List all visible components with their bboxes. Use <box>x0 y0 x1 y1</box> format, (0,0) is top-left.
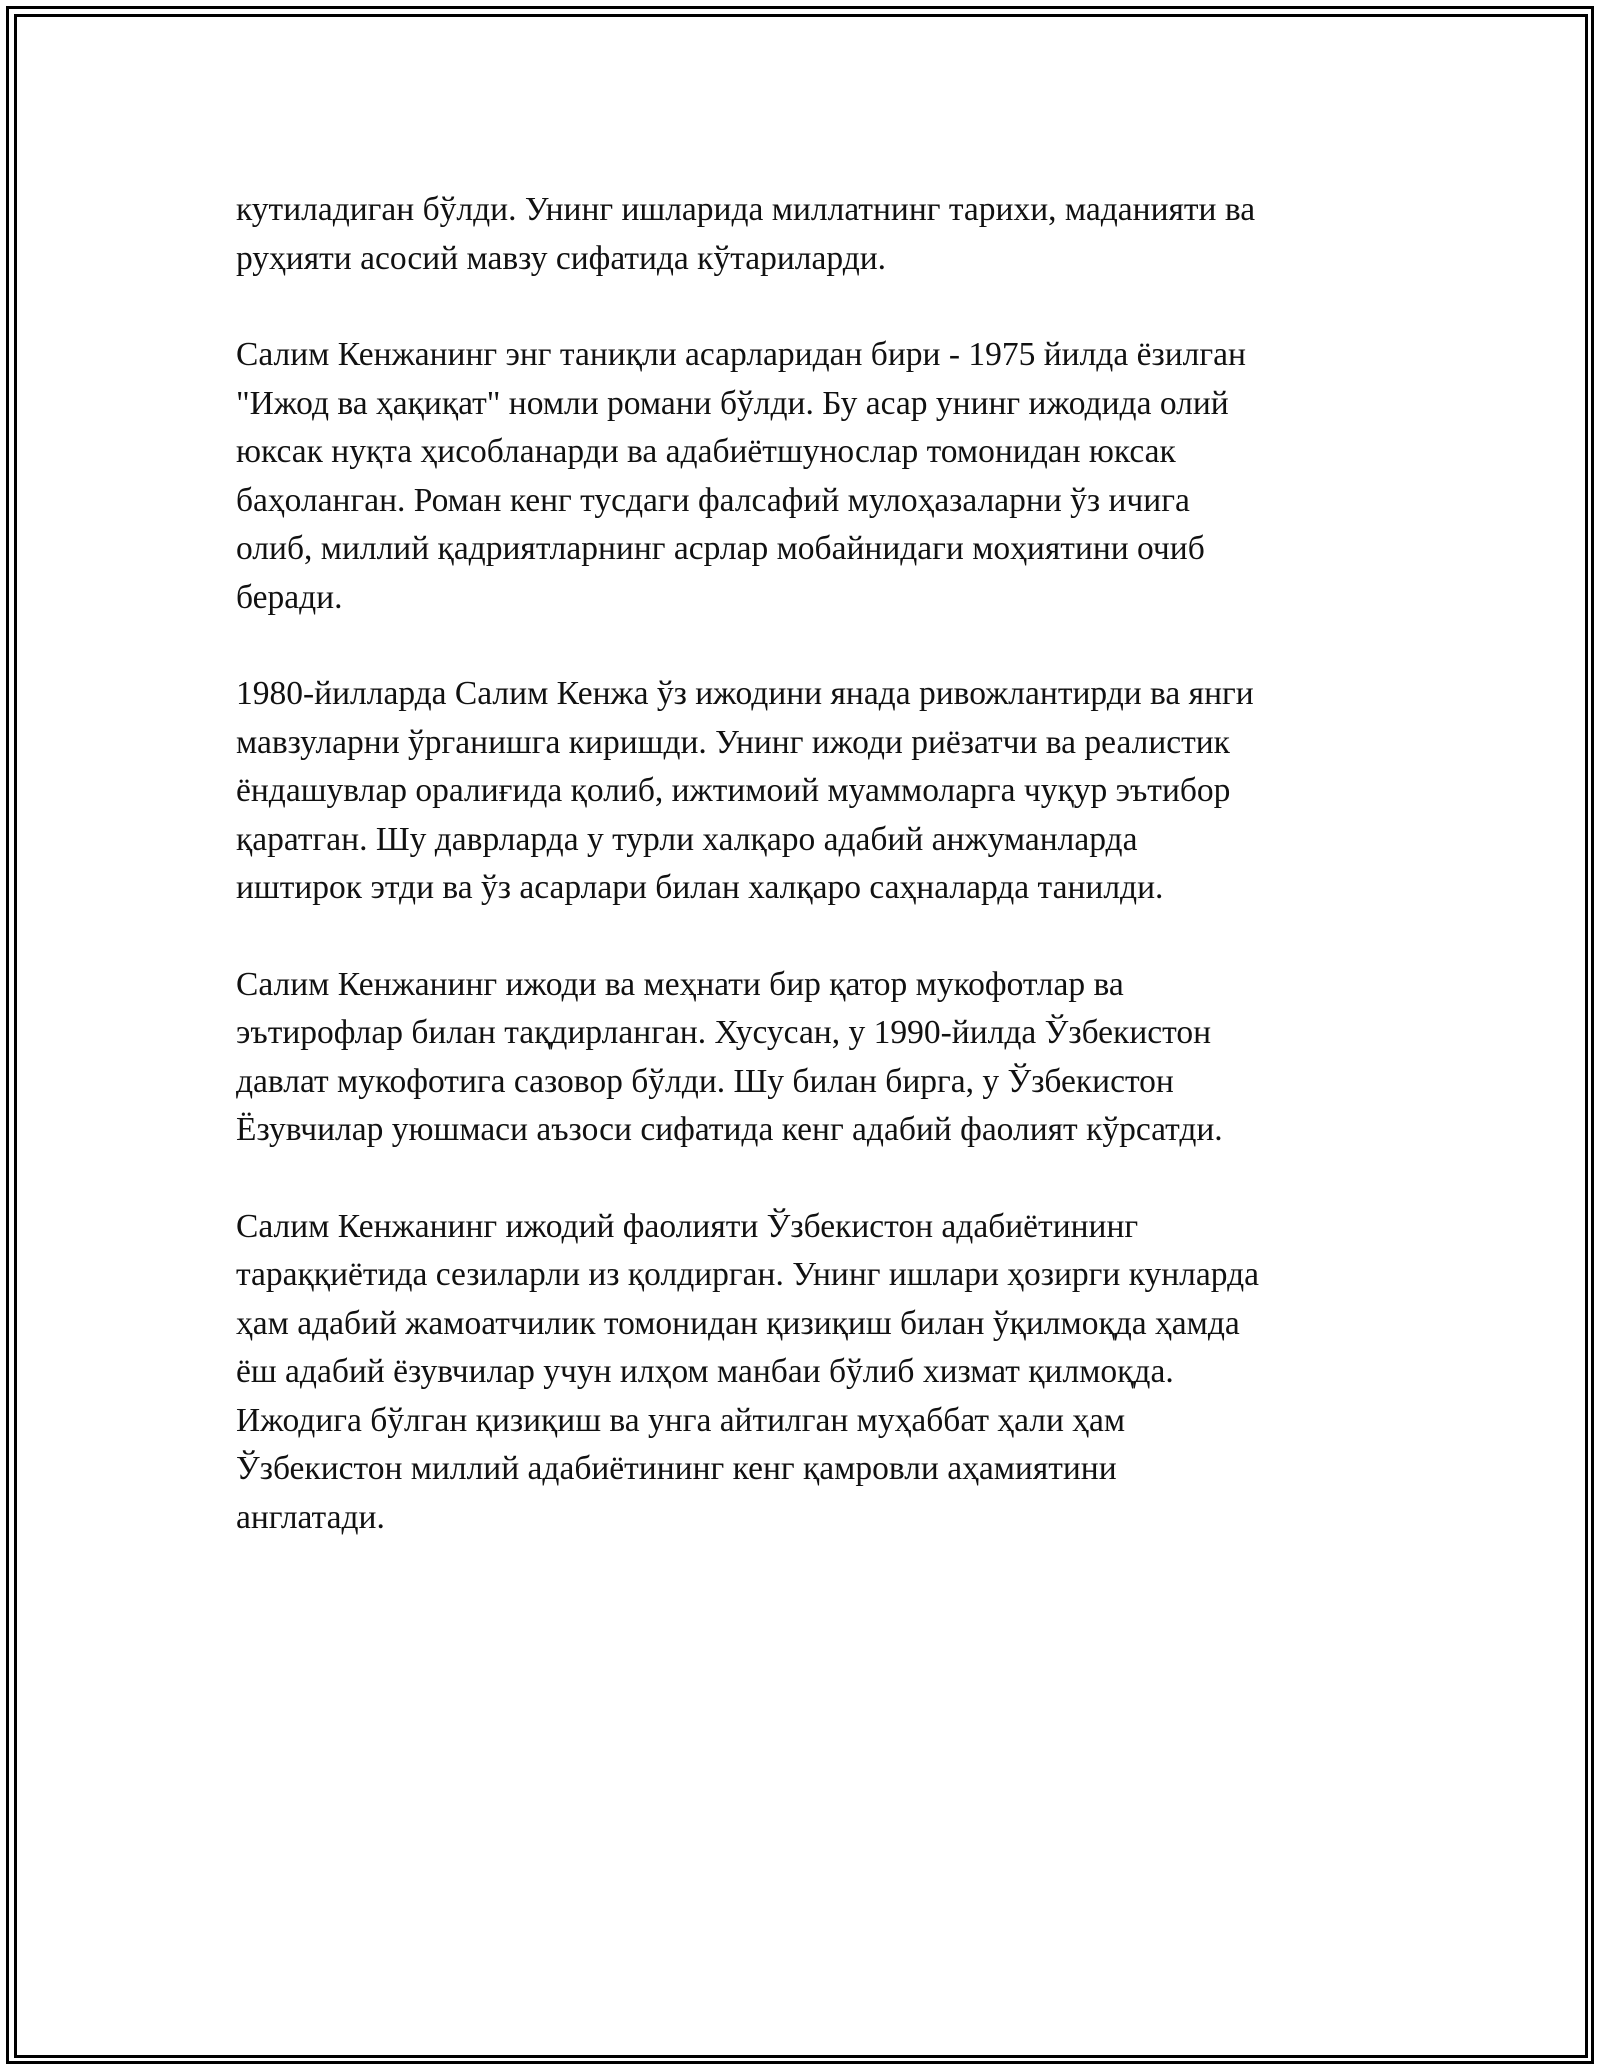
document-body <box>236 186 1396 1590</box>
paragraph-1: кутиладиган бўлди. Унинг ишларида миллатнинг тарихи, маданияти ва руҳияти асосий мавзу сифатида кўтариларди. <box>236 191 1256 277</box>
paragraph-3: 1980-йилларда Салим Кенжа ўз ижодини янада ривожлантирди ва янги мавзуларни ўрганишга киришди. Унинг ижоди риёзатчи ва реалистик ёндашувлар оралиғида қолиб, ижтимоий муаммоларга чуқур эътибор қаратган. Шу даврларда у турли халқаро адабий анжуманларда иштирок этди ва ўз асарлари билан халқаро саҳналарда танилди. <box>236 675 1254 906</box>
paragraph-5: Салим Кенжанинг ижодий фаолияти Ўзбекистон адабиётининг тараққиётида сезиларли из қолдирган. Унинг ишлари ҳозирги кунларда ҳам адабий жамоатчилик томонидан қизиқиш билан ўқилмоқда ҳамда ёш адабий ёзувчилар учун илҳом манбаи бўлиб хизмат қилмоқда. Ижодига бўлган қизиқиш ва унга айтилган муҳаббат ҳали ҳам Ўзбекистон миллий адабиётининг кенг қамровли аҳамиятини англатади. <box>236 1207 1259 1536</box>
paragraph-2: Салим Кенжанинг энг таниқли асарларидан бири - 1975 йилда ёзилган "Ижод ва ҳақиқат" номли романи бўлди. Бу асар унинг ижодида олий юксак нуқта ҳисобланарди ва адабиётшунослар томонидан юксак баҳоланган. Роман кенг тусдаги фалсафий мулоҳазаларни ўз ичига олиб, миллий қадриятларнинг асрлар мобайнидаги моҳиятини очиб беради. <box>236 336 1246 616</box>
paragraph-4: Салим Кенжанинг ижоди ва меҳнати бир қатор мукофотлар ва эътирофлар билан тақдирланган. Хусусан, у 1990-йилда Ўзбекистон давлат мукофотига сазовор бўлди. Шу билан бирга, у Ўзбекистон Ёзувчилар уюшмаси аъзоси сифатида кенг адабий фаолият кўрсатди. <box>236 965 1223 1148</box>
